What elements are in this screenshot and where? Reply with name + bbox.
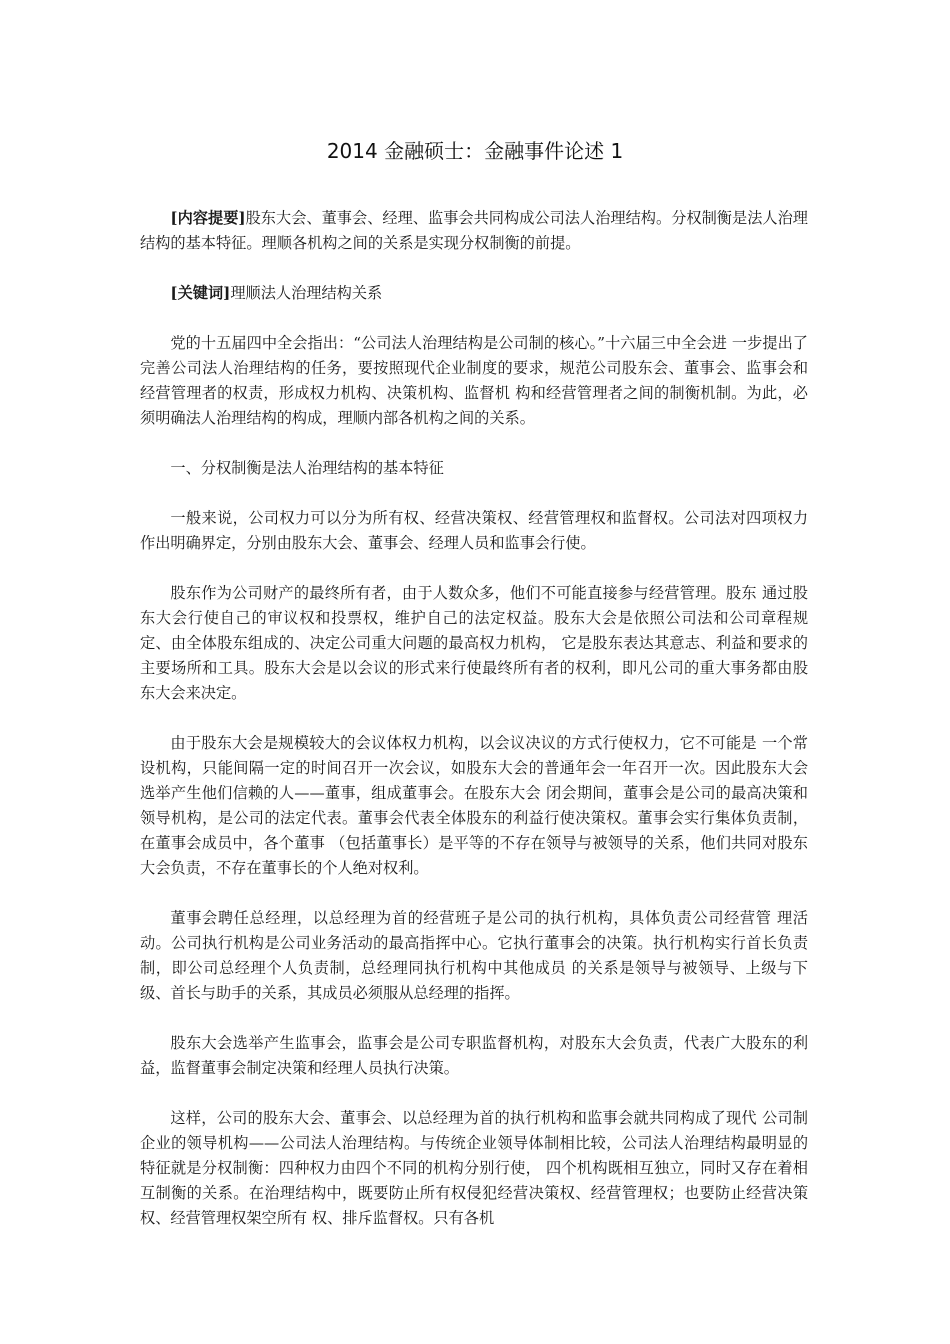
document-body	[140, 206, 808, 1256]
abstract-label: [内容提要]	[170, 209, 246, 227]
body-paragraph: 一般来说，公司权力可以分为所有权、经营决策权、经营管理权和监督权。公司法对四项权力作出明确界定，分别由股东大会、董事会、经理人员和监事会行使。	[140, 509, 808, 552]
abstract-text: 股东大会、董事会、经理、监事会共同构成公司法人治理结构。分权制衡是法人治理结构的基本特征。理顺各机构之间的关系是实现分权制衡的前提。	[140, 209, 808, 252]
keywords-label: [关键词]	[170, 284, 231, 302]
document-title: 2014 金融硕士：金融事件论述 1	[326, 139, 624, 163]
body-paragraph: 股东作为公司财产的最终所有者，由于人数众多，他们不可能直接参与经营管理。股东 通过股东大会行使自己的审议权和投票权，维护自己的法定权益。股东大会是依照公司法和公司章程规定、由全体股东组成的、决定公司重大问题的最高权力机构， 它是股东表达其意志、利益和要求的主要场所和工具。股东大会是以会议的形式来行使最终所有者的权利，即凡公司的重大事务都由股东大会来决定。	[140, 584, 808, 702]
body-paragraph: 党的十五届四中全会指出：“公司法人治理结构是公司制的核心。”十六届三中全会进 一步提出了完善公司法人治理结构的任务，要按照现代企业制度的要求，规范公司股东会、董事会、监事会和经营管理者的权责，形成权力机构、决策机构、监督机 构和经营管理者之间的制衡机制。为此，必须明确法人治理结构的构成，理顺内部各机构之间的关系。	[140, 334, 808, 427]
body-paragraph: 董事会聘任总经理，以总经理为首的经营班子是公司的执行机构，具体负责公司经营管 理活动。公司执行机构是公司业务活动的最高指挥中心。它执行董事会的决策。执行机构实行首长负责制，即公司总经理个人负责制，总经理同执行机构中其他成员 的关系是领导与被领导、上级与下级、首长与助手的关系，其成员必须服从总经理的指挥。	[140, 909, 808, 1002]
section-heading: 一、分权制衡是法人治理结构的基本特征	[170, 459, 444, 477]
keywords-paragraph	[140, 281, 808, 306]
body-paragraph: 由于股东大会是规模较大的会议体权力机构，以会议决议的方式行使权力，它不可能是 一个常设机构，只能间隔一定的时间召开一次会议，如股东大会的普通年会一年召开一次。因此股东大会选举产生他们信赖的人——董事，组成董事会。在股东大会 闭会期间，董事会是公司的最高决策和领导机构，是公司的法定代表。董事会代表全体股东的利益行使决策权。董事会实行集体负责制，在董事会成员中，各个董事 （包括董事长）是平等的不存在领导与被领导的关系，他们共同对股东大会负责，不存在董事长的个人绝对权利。	[140, 734, 808, 877]
abstract-paragraph	[140, 206, 808, 256]
keywords-text: 理顺法人治理结构关系	[230, 284, 383, 302]
body-paragraph: 股东大会选举产生监事会，监事会是公司专职监督机构，对股东大会负责，代表广大股东的利益，监督董事会制定决策和经理人员执行决策。	[140, 1034, 808, 1077]
body-paragraph: 这样，公司的股东大会、董事会、以总经理为首的执行机构和监事会就共同构成了现代 公司制企业的领导机构——公司法人治理结构。与传统企业领导体制相比较，公司法人治理结构最明显的特征就是分权制衡：四种权力由四个不同的机构分别行使， 四个机构既相互独立，同时又存在着相互制衡的关系。在治理结构中，既要防止所有权侵犯经营决策权、经营管理权；也要防止经营决策权、经营管理权架空所有 权、排斥监督权。只有各机	[140, 1109, 808, 1227]
